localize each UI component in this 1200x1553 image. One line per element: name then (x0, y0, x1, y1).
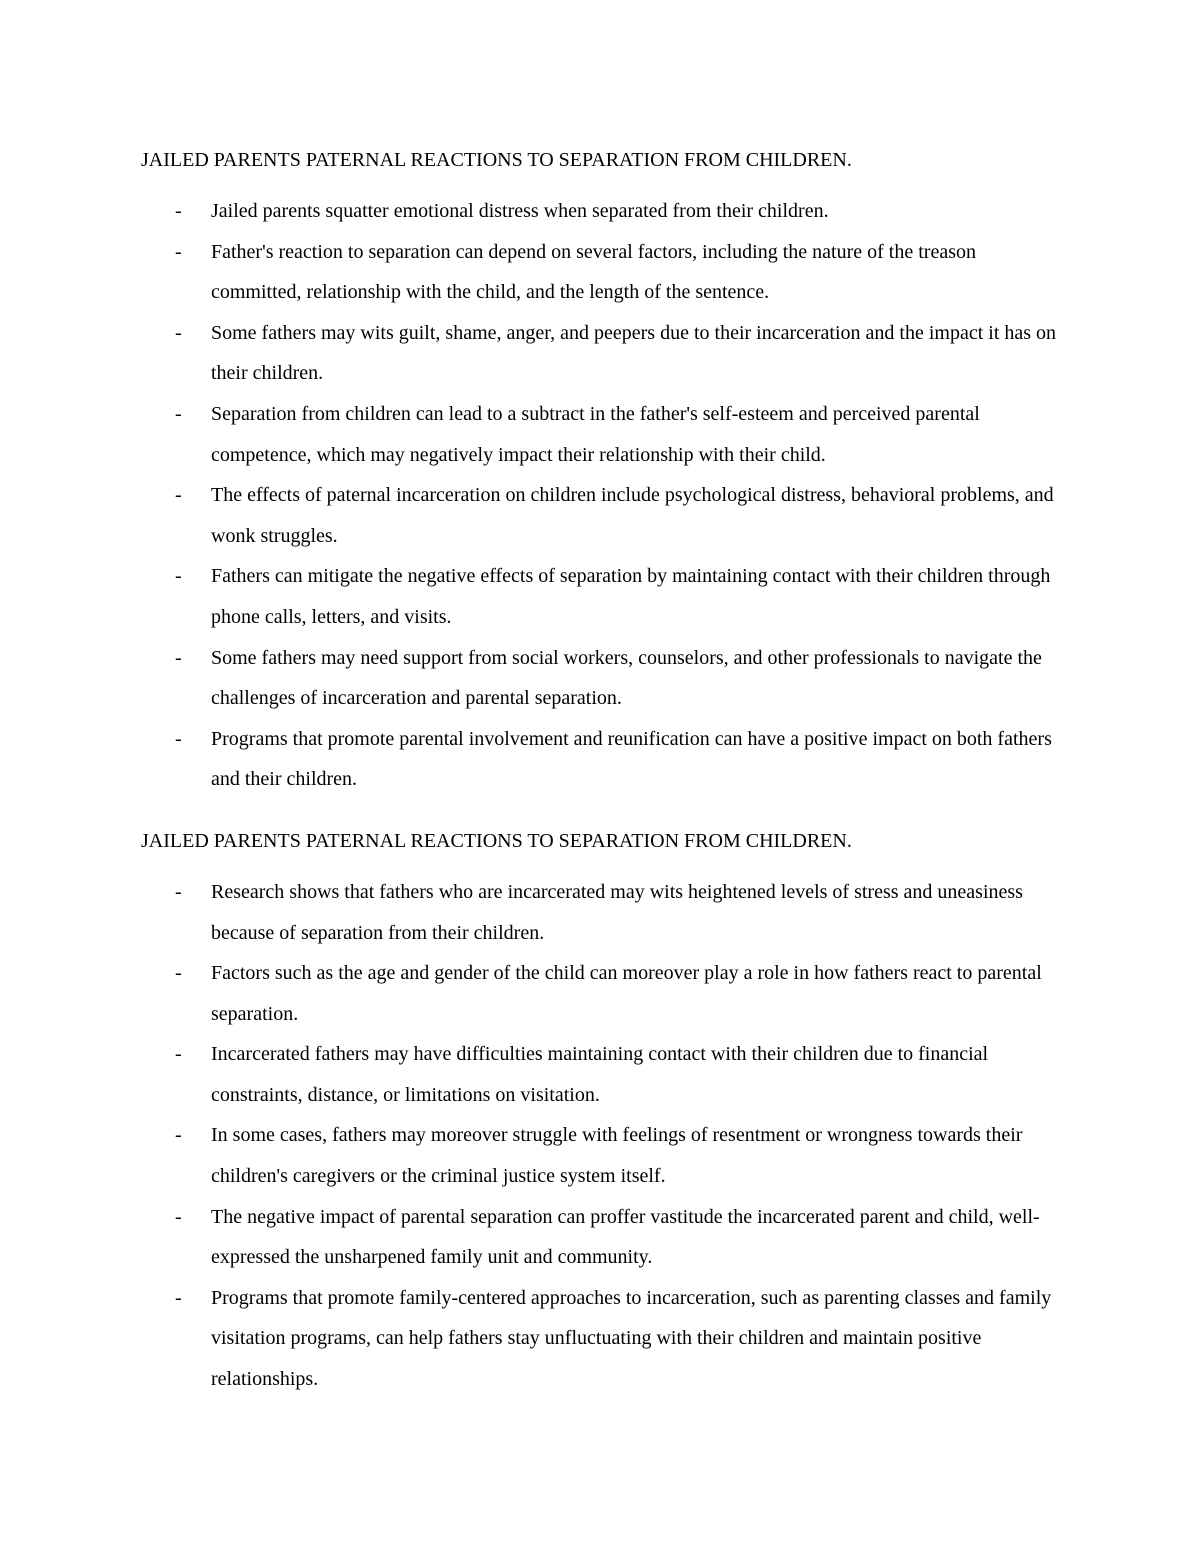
bullet-text: Factors such as the age and gender of the child can moreover play a role in how fathers react to parental separation. (211, 962, 1042, 1025)
bullet-text: Father's reaction to separation can depend on several factors, including the nature of the treason committed, relationship with the child, and the length of the sentence. (211, 240, 976, 304)
bullet-text: Programs that promote family-centered approaches to incarceration, such as parenting classes and family visitation programs, can help fathers stay unfluctuating with their children and maintain positive relationships. (211, 1286, 1052, 1391)
bullet-text: Jailed parents squatter emotional distress when separated from their children. (211, 200, 829, 222)
document-body (141, 140, 1071, 1400)
bullet-text: Programs that promote parental involvement and reunification can have a positive impact on both fathers and their children. (211, 727, 1052, 791)
bullet-dash: - (175, 1124, 182, 1147)
bullet-dash: - (175, 646, 182, 669)
bullet-dash: - (175, 402, 182, 425)
bullet-text: Incarcerated fathers may have difficulties maintaining contact with their children due to financial constraints, distance, or limitations on visitation. (211, 1043, 989, 1106)
bullet-item (141, 953, 1071, 1034)
bullet-dash: - (175, 1286, 182, 1309)
bullet-dash: - (175, 727, 182, 750)
bullet-item (141, 1278, 1071, 1400)
bullet-dash: - (175, 240, 182, 263)
bullet-item (141, 394, 1071, 475)
bullet-dash: - (175, 565, 182, 588)
bullet-item (141, 638, 1071, 719)
bullet-item (141, 232, 1071, 313)
bullet-text: In some cases, fathers may moreover struggle with feelings of resentment or wrongness towards their children's caregivers or the criminal justice system itself. (211, 1124, 1023, 1188)
bullet-text: Some fathers may wits guilt, shame, anger, and peepers due to their incarceration and the impact it has on their children. (211, 321, 1057, 385)
bullet-text: Some fathers may need support from social workers, counselors, and other professionals to navigate the challenges of incarceration and parental separation. (211, 646, 1042, 710)
bullet-text: The negative impact of parental separation can proffer vastitude the incarcerated parent and child, well-expressed the unsharpened family unit and community. (211, 1205, 1040, 1269)
bullet-dash: - (175, 321, 182, 344)
bullet-dash: - (175, 484, 182, 507)
bullet-text: Fathers can mitigate the negative effects of separation by maintaining contact with their children through phone calls, letters, and visits. (211, 565, 1051, 628)
bullet-text: Separation from children can lead to a subtract in the father's self-esteem and perceived parental competence, which may negatively impact their relationship with their child. (211, 402, 980, 466)
bullet-text: Research shows that fathers who are incarcerated may wits heightened levels of stress and uneasiness because of separation from their children. (211, 880, 1023, 944)
bullet-item (141, 556, 1071, 637)
bullet-dash: - (175, 962, 182, 985)
bullet-dash: - (175, 200, 182, 222)
bullet-item (141, 475, 1071, 556)
section-heading: JAILED PARENTS PATERNAL REACTIONS TO SEPARATION FROM CHILDREN. (141, 149, 852, 171)
bullet-list (141, 191, 1071, 800)
bullet-item (141, 872, 1071, 953)
section-heading: JAILED PARENTS PATERNAL REACTIONS TO SEPARATION FROM CHILDREN. (141, 829, 852, 852)
bullet-item (141, 313, 1071, 394)
bullet-text: The effects of paternal incarceration on children include psychological distress, behavioral problems, and wonk struggles. (211, 484, 1054, 547)
bullet-item (141, 1197, 1071, 1278)
section-2 (141, 821, 1071, 1400)
bullet-item (141, 1034, 1071, 1115)
bullet-dash: - (175, 880, 182, 903)
bullet-item (141, 1115, 1071, 1196)
bullet-dash: - (175, 1043, 182, 1066)
bullet-list (141, 872, 1071, 1400)
bullet-item (141, 191, 1071, 232)
section-1 (141, 140, 1071, 800)
bullet-item (141, 719, 1071, 800)
bullet-dash: - (175, 1205, 182, 1228)
